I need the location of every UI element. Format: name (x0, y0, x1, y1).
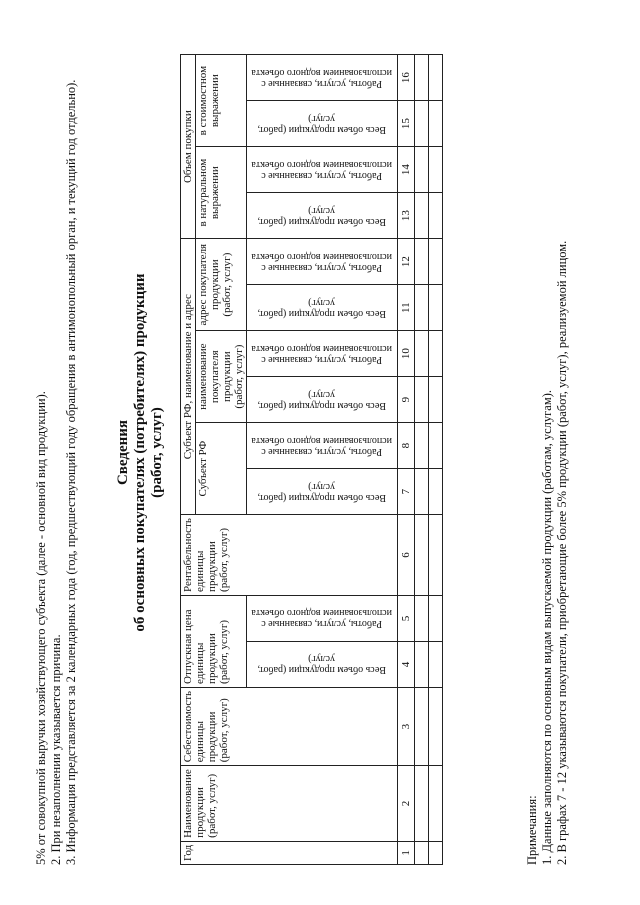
table-cell (429, 55, 443, 101)
table-cell (415, 595, 429, 641)
header-buyer-group: Субъект РФ, наименование и адрес (181, 239, 196, 515)
column-number: 1 (398, 841, 415, 864)
column-number: 2 (398, 766, 415, 842)
sub-header-water: Работы, услуги, связанные с использованием водного объекта (247, 595, 398, 641)
column-number: 11 (398, 285, 415, 331)
header-cost: Себестоимость единицы продукции (работ, услуг) (181, 687, 398, 765)
sub-header-water: Работы, услуги, связанные с использованием водного объекта (247, 147, 398, 193)
note-item: 2. В графах 7 - 12 указываются покупатели, приобретающие более 5% продукции (работ, услуг), реализуемой лицом. (555, 240, 569, 865)
table-cell (415, 469, 429, 515)
sub-header-total: Весь объем продукции (работ, услуг) (247, 469, 398, 515)
table-cell (415, 285, 429, 331)
column-number: 15 (398, 101, 415, 147)
table-cell (415, 423, 429, 469)
table-cell (429, 641, 443, 687)
buyers-table (180, 54, 443, 865)
table-cell (429, 515, 443, 596)
header-price: Отпускная цена единицы продукции (работ, услуг) (181, 595, 247, 687)
table-cell (415, 147, 429, 193)
table-cell (415, 515, 429, 596)
notes (525, 35, 570, 865)
sub-header-total: Весь объем продукции (работ, услуг) (247, 101, 398, 147)
table-cell (415, 641, 429, 687)
header-buyer-name: наименование покупателя продукции (работ, услуг) (196, 331, 247, 423)
table-cell (415, 766, 429, 842)
column-number: 5 (398, 595, 415, 641)
table-cell (415, 239, 429, 285)
header-row-1 (181, 55, 196, 865)
column-number: 10 (398, 331, 415, 377)
intro-line-3: 3. Информация представляется за 2 календарных года (год, предшествующий году обращения в антимонопольный орган, и текущий год отдельно). (64, 79, 78, 865)
table-cell (415, 377, 429, 423)
sub-header-total: Весь объем продукции (работ, услуг) (247, 285, 398, 331)
notes-heading: Примечания: (525, 795, 539, 865)
column-number: 6 (398, 515, 415, 596)
column-number: 16 (398, 55, 415, 101)
sub-header-water: Работы, услуги, связанные с использованием водного объекта (247, 55, 398, 101)
header-natural: в натуральном выражении (196, 147, 247, 239)
table-row (429, 55, 443, 865)
table-cell (429, 377, 443, 423)
table-cell (415, 55, 429, 101)
table-cell (429, 101, 443, 147)
column-number: 7 (398, 469, 415, 515)
header-year: Год (181, 841, 398, 864)
column-number: 13 (398, 193, 415, 239)
document-title: Сведения (115, 419, 131, 486)
table-cell (429, 147, 443, 193)
table-cell (429, 331, 443, 377)
column-number: 4 (398, 641, 415, 687)
sub-header-total: Весь объем продукции (работ, услуг) (247, 193, 398, 239)
column-number: 14 (398, 147, 415, 193)
table-row (415, 55, 429, 865)
sub-header-water: Работы, услуги, связанные с использованием водного объекта (247, 239, 398, 285)
header-volume-group: Объем покупки (181, 55, 196, 239)
sub-header-water: Работы, услуги, связанные с использованием водного объекта (247, 423, 398, 469)
table-cell (429, 687, 443, 765)
column-number: 8 (398, 423, 415, 469)
table-cell (429, 766, 443, 842)
note-item: 1. Данные заполняются по основным видам выпускаемой продукции (работам, услугам). (540, 389, 554, 865)
intro-line-2: 2. При незаполнении указывается причина. (49, 634, 63, 865)
table-cell (429, 285, 443, 331)
table-cell (415, 101, 429, 147)
header-value: в стоимостном выражении (196, 55, 247, 147)
table-cell (429, 595, 443, 641)
sub-header-total: Весь объем продукции (работ, услуг) (247, 377, 398, 423)
table-cell (429, 239, 443, 285)
intro-line-1: 5% от совокупной выручки хозяйствующего субъекта (далее - основной вид продукции). (34, 391, 48, 865)
table-cell (415, 687, 429, 765)
sub-header-water: Работы, услуги, связанные с использованием водного объекта (247, 331, 398, 377)
header-buyer-address: адрес покупателя продукции (работ, услуг) (196, 239, 247, 331)
column-number: 12 (398, 239, 415, 285)
header-name: Наименование продукции (работ, услуг) (181, 766, 398, 842)
table-cell (429, 423, 443, 469)
table-cell (429, 193, 443, 239)
table-cell (415, 841, 429, 864)
header-profitability: Рентабельность единицы продукции (работ, услуг) (181, 515, 398, 596)
column-number: 9 (398, 377, 415, 423)
column-numbers-row (398, 55, 415, 865)
intro-text (34, 35, 79, 865)
table-cell (429, 469, 443, 515)
document-subtitle-2: (работ, услуг) (149, 407, 165, 498)
table-cell (415, 193, 429, 239)
column-number: 3 (398, 687, 415, 765)
document-subtitle: об основных покупателях (потребителях) продукции (132, 273, 148, 632)
table-cell (415, 331, 429, 377)
sub-header-total: Весь объем продукции (работ, услуг) (247, 641, 398, 687)
table-cell (429, 841, 443, 864)
header-subject: Субъект РФ (196, 423, 247, 515)
